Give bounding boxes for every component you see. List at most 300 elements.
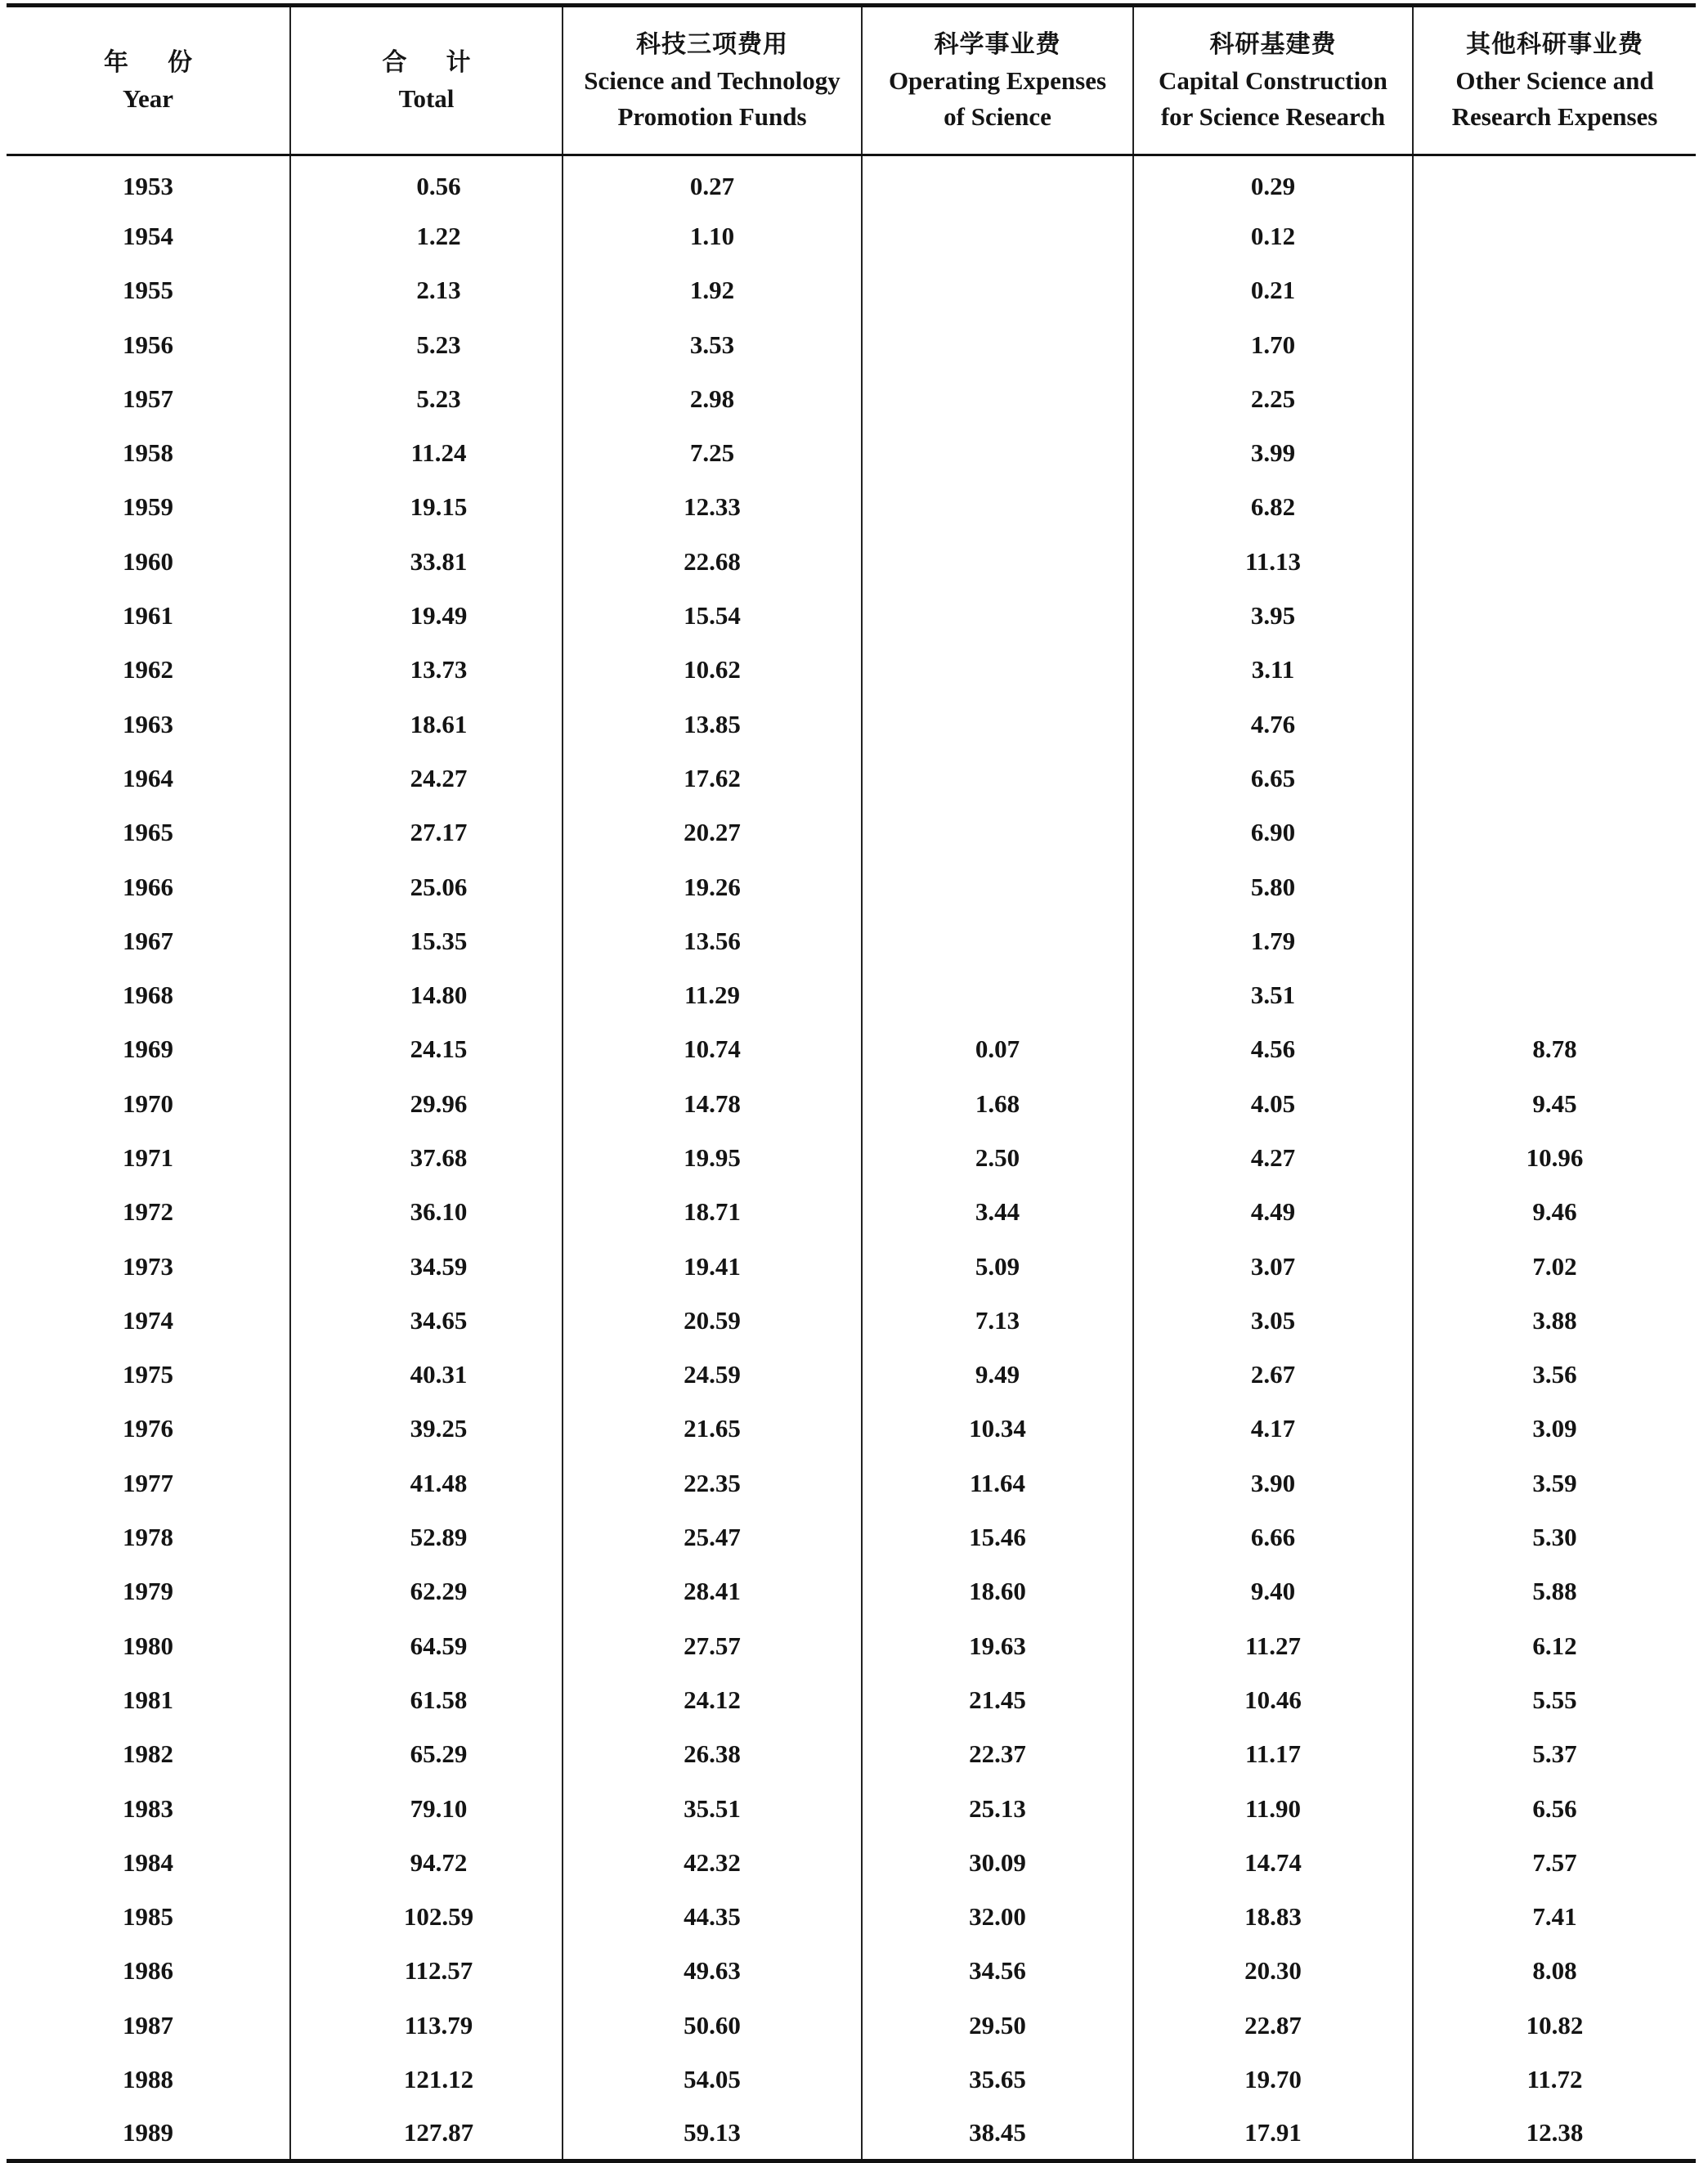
- header-capital-en-line1: Capital Construction: [1159, 65, 1387, 95]
- cell-operating-expenses-value: 38.45: [969, 2118, 1026, 2147]
- cell-other-expenses: [1413, 1239, 1696, 1293]
- cell-promotion-funds-value: 0.27: [689, 172, 735, 201]
- cell-other-expenses-value: 5.30: [1532, 1523, 1577, 1552]
- table-row: [7, 1402, 1696, 1456]
- cell-promotion-funds: [563, 1673, 862, 1727]
- cell-total-value: 94.72: [410, 1847, 468, 1877]
- cell-operating-expenses: [862, 1673, 1133, 1727]
- cell-promotion-funds: [563, 1239, 862, 1293]
- cell-capital-construction: [1133, 1456, 1413, 1510]
- cell-capital-construction-value: 6.66: [1250, 1523, 1296, 1552]
- cell-capital-construction: [1133, 1239, 1413, 1293]
- cell-total: [290, 1510, 563, 1564]
- cell-year: [7, 1944, 290, 1998]
- cell-promotion-funds: [563, 263, 862, 317]
- cell-operating-expenses: [862, 697, 1133, 751]
- cell-other-expenses: [1413, 589, 1696, 643]
- cell-operating-expenses: [862, 1022, 1133, 1076]
- table-row: [7, 643, 1696, 697]
- cell-promotion-funds-value: 22.35: [684, 1468, 741, 1497]
- cell-capital-construction-value: 3.07: [1250, 1251, 1296, 1281]
- cell-total-value: 13.73: [410, 655, 468, 684]
- cell-operating-expenses: [862, 752, 1133, 806]
- cell-promotion-funds: [563, 155, 862, 209]
- header-operating-en-line1: Operating Expenses: [888, 65, 1107, 95]
- cell-total-value: 65.29: [410, 1739, 468, 1769]
- cell-operating-expenses: [862, 643, 1133, 697]
- table-row: [7, 1510, 1696, 1564]
- cell-capital-construction: [1133, 1402, 1413, 1456]
- table-row: [7, 697, 1696, 751]
- cell-operating-expenses-value: 7.13: [975, 1305, 1020, 1335]
- cell-promotion-funds: [563, 1890, 862, 1944]
- cell-other-expenses: [1413, 372, 1696, 426]
- cell-year-value: 1959: [123, 492, 173, 522]
- cell-year-value: 1956: [123, 330, 173, 359]
- cell-other-expenses-value: 3.56: [1532, 1360, 1577, 1389]
- cell-total-value: 18.61: [410, 709, 468, 738]
- cell-year: [7, 1781, 290, 1835]
- cell-total: [290, 1348, 563, 1402]
- cell-capital-construction-value: 10.46: [1244, 1685, 1302, 1714]
- cell-total-value: 79.10: [410, 1793, 468, 1823]
- cell-other-expenses: [1413, 1077, 1696, 1131]
- cell-total: [290, 1944, 563, 1998]
- cell-year: [7, 1185, 290, 1239]
- cell-other-expenses-value: 11.72: [1526, 2065, 1583, 2094]
- cell-year-value: 1969: [123, 1034, 173, 1064]
- cell-operating-expenses: [862, 1781, 1133, 1835]
- table-row: [7, 589, 1696, 643]
- science-expenditure-table: [7, 3, 1696, 2163]
- cell-capital-construction: [1133, 968, 1413, 1022]
- header-total-en: Total: [398, 83, 455, 113]
- cell-capital-construction: [1133, 263, 1413, 317]
- cell-other-expenses-value: 3.59: [1532, 1468, 1577, 1497]
- cell-other-expenses: [1413, 1999, 1696, 2053]
- cell-total-value: 112.57: [404, 1956, 473, 1986]
- table-row: [7, 263, 1696, 317]
- table-row: [7, 968, 1696, 1022]
- cell-year-value: 1966: [123, 872, 173, 901]
- cell-year: [7, 209, 290, 263]
- cell-promotion-funds: [563, 1402, 862, 1456]
- cell-capital-construction-value: 2.25: [1250, 384, 1296, 413]
- cell-total: [290, 697, 563, 751]
- table-row: [7, 1944, 1696, 1998]
- cell-promotion-funds-value: 3.53: [689, 330, 735, 359]
- table-row: [7, 317, 1696, 371]
- cell-other-expenses: [1413, 1348, 1696, 1402]
- cell-total: [290, 1456, 563, 1510]
- table-row: [7, 1890, 1696, 1944]
- table-row: [7, 1294, 1696, 1348]
- cell-total: [290, 1890, 563, 1944]
- table-row: [7, 426, 1696, 480]
- cell-operating-expenses: [862, 1727, 1133, 1781]
- cell-promotion-funds-value: 54.05: [684, 2065, 741, 2094]
- cell-promotion-funds: [563, 372, 862, 426]
- cell-capital-construction-value: 3.90: [1250, 1468, 1296, 1497]
- cell-capital-construction-value: 5.80: [1250, 872, 1296, 901]
- cell-other-expenses: [1413, 2107, 1696, 2161]
- cell-year-value: 1955: [123, 276, 173, 305]
- cell-operating-expenses: [862, 535, 1133, 589]
- cell-operating-expenses-value: 21.45: [969, 1685, 1026, 1714]
- cell-total: [290, 1564, 563, 1618]
- cell-other-expenses-value: 12.38: [1526, 2118, 1584, 2147]
- cell-total: [290, 1185, 563, 1239]
- cell-other-expenses-value: 7.41: [1532, 1902, 1577, 1932]
- cell-year: [7, 1564, 290, 1618]
- cell-promotion-funds: [563, 752, 862, 806]
- cell-total-value: 34.65: [410, 1305, 468, 1335]
- cell-total-value: 52.89: [410, 1523, 468, 1552]
- cell-operating-expenses: [862, 1836, 1133, 1890]
- cell-promotion-funds-value: 21.65: [684, 1414, 741, 1443]
- cell-operating-expenses-value: 22.37: [969, 1739, 1026, 1769]
- cell-promotion-funds-value: 20.27: [684, 818, 741, 847]
- cell-capital-construction-value: 0.21: [1250, 276, 1296, 305]
- cell-capital-construction: [1133, 1294, 1413, 1348]
- cell-year: [7, 1673, 290, 1727]
- cell-other-expenses: [1413, 1727, 1696, 1781]
- cell-operating-expenses-value: 9.49: [975, 1360, 1020, 1389]
- cell-other-expenses: [1413, 480, 1696, 534]
- cell-other-expenses: [1413, 914, 1696, 968]
- cell-capital-construction-value: 0.12: [1250, 221, 1296, 250]
- table-row: [7, 1836, 1696, 1890]
- cell-promotion-funds-value: 35.51: [684, 1793, 741, 1823]
- cell-promotion-funds-value: 42.32: [684, 1847, 741, 1877]
- cell-year-value: 1960: [123, 546, 173, 576]
- cell-promotion-funds-value: 27.57: [684, 1631, 741, 1660]
- cell-year-value: 1980: [123, 1631, 173, 1660]
- cell-total-value: 27.17: [410, 818, 468, 847]
- cell-year-value: 1957: [123, 384, 173, 413]
- table-body: [7, 155, 1696, 2161]
- cell-promotion-funds-value: 20.59: [684, 1305, 741, 1335]
- cell-promotion-funds-value: 28.41: [684, 1577, 741, 1606]
- cell-capital-construction-value: 14.74: [1244, 1847, 1302, 1877]
- cell-operating-expenses: [862, 1564, 1133, 1618]
- cell-promotion-funds-value: 22.68: [684, 546, 741, 576]
- cell-year: [7, 155, 290, 209]
- cell-total: [290, 1727, 563, 1781]
- table-header: [7, 6, 1696, 155]
- cell-other-expenses-value: 6.12: [1532, 1631, 1577, 1660]
- cell-capital-construction: [1133, 426, 1413, 480]
- cell-year: [7, 589, 290, 643]
- cell-operating-expenses: [862, 1510, 1133, 1564]
- table-row: [7, 372, 1696, 426]
- cell-other-expenses: [1413, 317, 1696, 371]
- table-row: [7, 1185, 1696, 1239]
- cell-year: [7, 752, 290, 806]
- cell-total: [290, 752, 563, 806]
- cell-year-value: 1963: [123, 709, 173, 738]
- cell-total-value: 61.58: [410, 1685, 468, 1714]
- cell-capital-construction: [1133, 1131, 1413, 1185]
- cell-other-expenses: [1413, 1456, 1696, 1510]
- cell-other-expenses-value: 8.08: [1532, 1956, 1577, 1986]
- cell-promotion-funds-value: 2.98: [689, 384, 735, 413]
- cell-capital-construction: [1133, 372, 1413, 426]
- cell-other-expenses-value: 8.78: [1532, 1034, 1577, 1064]
- cell-operating-expenses: [862, 426, 1133, 480]
- cell-year-value: 1973: [123, 1251, 173, 1281]
- cell-promotion-funds: [563, 1781, 862, 1835]
- cell-total-value: 24.15: [410, 1034, 468, 1064]
- cell-year-value: 1953: [123, 172, 173, 201]
- cell-promotion-funds: [563, 426, 862, 480]
- cell-promotion-funds: [563, 1348, 862, 1402]
- cell-total-value: 19.49: [410, 601, 468, 631]
- cell-promotion-funds: [563, 1185, 862, 1239]
- cell-promotion-funds: [563, 1727, 862, 1781]
- header-promotion-funds: [563, 6, 862, 155]
- cell-operating-expenses: [862, 209, 1133, 263]
- cell-promotion-funds-value: 10.74: [684, 1034, 741, 1064]
- cell-operating-expenses: [862, 317, 1133, 371]
- cell-operating-expenses: [862, 859, 1133, 913]
- cell-total: [290, 535, 563, 589]
- cell-year-value: 1987: [123, 2010, 173, 2040]
- cell-year-value: 1958: [123, 438, 173, 468]
- header-capital-construction: [1133, 6, 1413, 155]
- header-total: [290, 6, 563, 155]
- header-year-en: Year: [123, 83, 173, 113]
- cell-year-value: 1961: [123, 601, 173, 631]
- cell-promotion-funds: [563, 697, 862, 751]
- cell-year-value: 1975: [123, 1360, 173, 1389]
- cell-capital-construction-value: 4.56: [1250, 1034, 1296, 1064]
- cell-total-value: 36.10: [410, 1197, 468, 1227]
- cell-promotion-funds: [563, 806, 862, 859]
- cell-year-value: 1971: [123, 1142, 173, 1172]
- cell-total-value: 127.87: [403, 2118, 474, 2147]
- cell-year: [7, 1022, 290, 1076]
- cell-year: [7, 859, 290, 913]
- cell-year: [7, 535, 290, 589]
- cell-year-value: 1968: [123, 981, 173, 1010]
- table-row: [7, 2107, 1696, 2161]
- cell-operating-expenses: [862, 1456, 1133, 1510]
- cell-total-value: 33.81: [410, 546, 468, 576]
- cell-capital-construction: [1133, 1022, 1413, 1076]
- table-row: [7, 1348, 1696, 1402]
- cell-promotion-funds-value: 14.78: [684, 1088, 741, 1118]
- table-row: [7, 1022, 1696, 1076]
- cell-promotion-funds: [563, 968, 862, 1022]
- cell-year: [7, 1348, 290, 1402]
- cell-capital-construction-value: 3.95: [1250, 601, 1296, 631]
- cell-capital-construction-value: 18.83: [1244, 1902, 1302, 1932]
- cell-operating-expenses: [862, 480, 1133, 534]
- cell-year-value: 1982: [123, 1739, 173, 1769]
- cell-other-expenses: [1413, 1131, 1696, 1185]
- cell-promotion-funds-value: 24.59: [684, 1360, 741, 1389]
- cell-total: [290, 1294, 563, 1348]
- cell-year-value: 1967: [123, 926, 173, 955]
- cell-total: [290, 1999, 563, 2053]
- cell-total-value: 1.22: [416, 221, 461, 250]
- cell-operating-expenses-value: 3.44: [975, 1197, 1020, 1227]
- cell-total-value: 29.96: [410, 1088, 468, 1118]
- cell-operating-expenses: [862, 1944, 1133, 1998]
- cell-operating-expenses-value: 0.07: [975, 1034, 1020, 1064]
- cell-operating-expenses: [862, 1348, 1133, 1402]
- cell-other-expenses-value: 7.57: [1532, 1847, 1577, 1877]
- cell-capital-construction: [1133, 1348, 1413, 1402]
- cell-other-expenses-value: 10.82: [1526, 2010, 1584, 2040]
- cell-year-value: 1954: [123, 221, 173, 250]
- cell-other-expenses: [1413, 1185, 1696, 1239]
- cell-promotion-funds: [563, 1294, 862, 1348]
- cell-other-expenses: [1413, 1619, 1696, 1673]
- cell-year: [7, 968, 290, 1022]
- table-row: [7, 859, 1696, 913]
- cell-capital-construction-value: 4.27: [1250, 1142, 1296, 1172]
- cell-operating-expenses-value: 18.60: [969, 1577, 1026, 1606]
- cell-capital-construction: [1133, 155, 1413, 209]
- cell-operating-expenses-value: 32.00: [969, 1902, 1026, 1932]
- cell-capital-construction: [1133, 1185, 1413, 1239]
- cell-promotion-funds-value: 1.92: [689, 276, 735, 305]
- cell-capital-construction-value: 0.29: [1250, 172, 1296, 201]
- cell-total: [290, 1619, 563, 1673]
- cell-promotion-funds-value: 59.13: [684, 2118, 741, 2147]
- cell-promotion-funds-value: 17.62: [684, 763, 741, 792]
- cell-capital-construction: [1133, 1836, 1413, 1890]
- cell-operating-expenses: [862, 1131, 1133, 1185]
- cell-other-expenses: [1413, 535, 1696, 589]
- cell-promotion-funds-value: 25.47: [684, 1523, 741, 1552]
- cell-other-expenses-value: 9.45: [1532, 1088, 1577, 1118]
- cell-other-expenses: [1413, 1944, 1696, 1998]
- cell-year: [7, 263, 290, 317]
- cell-total: [290, 914, 563, 968]
- cell-other-expenses: [1413, 1836, 1696, 1890]
- cell-year: [7, 806, 290, 859]
- cell-year-value: 1983: [123, 1793, 173, 1823]
- cell-other-expenses-value: 3.88: [1532, 1305, 1577, 1335]
- header-total-zh: 合计: [382, 47, 510, 77]
- cell-operating-expenses: [862, 263, 1133, 317]
- cell-operating-expenses: [862, 155, 1133, 209]
- cell-capital-construction: [1133, 1673, 1413, 1727]
- cell-total: [290, 2107, 563, 2161]
- cell-year: [7, 1727, 290, 1781]
- cell-capital-construction-value: 3.51: [1250, 981, 1296, 1010]
- cell-year-value: 1972: [123, 1197, 173, 1227]
- cell-promotion-funds: [563, 209, 862, 263]
- cell-capital-construction-value: 2.67: [1250, 1360, 1296, 1389]
- cell-capital-construction: [1133, 1944, 1413, 1998]
- cell-year: [7, 1077, 290, 1131]
- cell-year: [7, 1619, 290, 1673]
- cell-other-expenses: [1413, 1402, 1696, 1456]
- cell-total: [290, 1402, 563, 1456]
- cell-total: [290, 2053, 563, 2107]
- cell-operating-expenses: [862, 1239, 1133, 1293]
- cell-year: [7, 1999, 290, 2053]
- cell-capital-construction: [1133, 1564, 1413, 1618]
- cell-promotion-funds: [563, 1836, 862, 1890]
- cell-capital-construction-value: 11.27: [1244, 1631, 1302, 1660]
- cell-year: [7, 2053, 290, 2107]
- cell-operating-expenses-value: 19.63: [969, 1631, 1026, 1660]
- cell-promotion-funds-value: 26.38: [684, 1739, 741, 1769]
- header-operating-en-line2: of Science: [944, 101, 1051, 131]
- cell-year: [7, 480, 290, 534]
- cell-total: [290, 1022, 563, 1076]
- cell-capital-construction-value: 11.13: [1244, 546, 1302, 576]
- cell-promotion-funds-value: 18.71: [684, 1197, 741, 1227]
- table-row: [7, 1077, 1696, 1131]
- table-row: [7, 535, 1696, 589]
- cell-total-value: 15.35: [410, 926, 468, 955]
- cell-promotion-funds-value: 50.60: [684, 2010, 741, 2040]
- header-other-en-line2: Research Expenses: [1451, 101, 1658, 131]
- cell-year: [7, 1836, 290, 1890]
- cell-promotion-funds: [563, 859, 862, 913]
- cell-operating-expenses-value: 15.46: [969, 1523, 1026, 1552]
- cell-total-value: 34.59: [410, 1251, 468, 1281]
- cell-total: [290, 209, 563, 263]
- header-promotion-en-line1: Science and Technology: [584, 65, 841, 95]
- cell-total-value: 39.25: [410, 1414, 468, 1443]
- cell-promotion-funds-value: 19.26: [684, 872, 741, 901]
- cell-capital-construction-value: 6.90: [1250, 818, 1296, 847]
- cell-promotion-funds-value: 24.12: [684, 1685, 741, 1714]
- cell-total: [290, 968, 563, 1022]
- cell-capital-construction-value: 6.65: [1250, 763, 1296, 792]
- cell-promotion-funds-value: 11.29: [684, 981, 741, 1010]
- cell-promotion-funds-value: 1.10: [689, 221, 735, 250]
- cell-total: [290, 859, 563, 913]
- cell-total-value: 113.79: [404, 2010, 473, 2040]
- cell-operating-expenses: [862, 1999, 1133, 2053]
- cell-operating-expenses: [862, 1185, 1133, 1239]
- cell-year-value: 1977: [123, 1468, 173, 1497]
- table-row: [7, 1239, 1696, 1293]
- cell-capital-construction-value: 4.76: [1250, 709, 1296, 738]
- header-other-zh: 其他科研事业费: [1466, 29, 1643, 59]
- cell-capital-construction: [1133, 806, 1413, 859]
- header-promotion-zh: 科技三项费用: [636, 29, 788, 59]
- cell-promotion-funds: [563, 589, 862, 643]
- cell-year-value: 1979: [123, 1577, 173, 1606]
- cell-capital-construction: [1133, 2053, 1413, 2107]
- cell-other-expenses-value: 5.88: [1532, 1577, 1577, 1606]
- cell-capital-construction-value: 4.49: [1250, 1197, 1296, 1227]
- cell-promotion-funds: [563, 1619, 862, 1673]
- cell-operating-expenses: [862, 806, 1133, 859]
- cell-operating-expenses: [862, 1890, 1133, 1944]
- cell-operating-expenses: [862, 1619, 1133, 1673]
- cell-total-value: 5.23: [416, 330, 461, 359]
- cell-promotion-funds: [563, 1944, 862, 1998]
- cell-other-expenses: [1413, 1673, 1696, 1727]
- cell-year: [7, 1890, 290, 1944]
- cell-promotion-funds-value: 15.54: [684, 601, 741, 631]
- cell-total-value: 25.06: [410, 872, 468, 901]
- cell-year-value: 1984: [123, 1847, 173, 1877]
- cell-capital-construction-value: 3.05: [1250, 1305, 1296, 1335]
- cell-year: [7, 317, 290, 371]
- cell-promotion-funds: [563, 1077, 862, 1131]
